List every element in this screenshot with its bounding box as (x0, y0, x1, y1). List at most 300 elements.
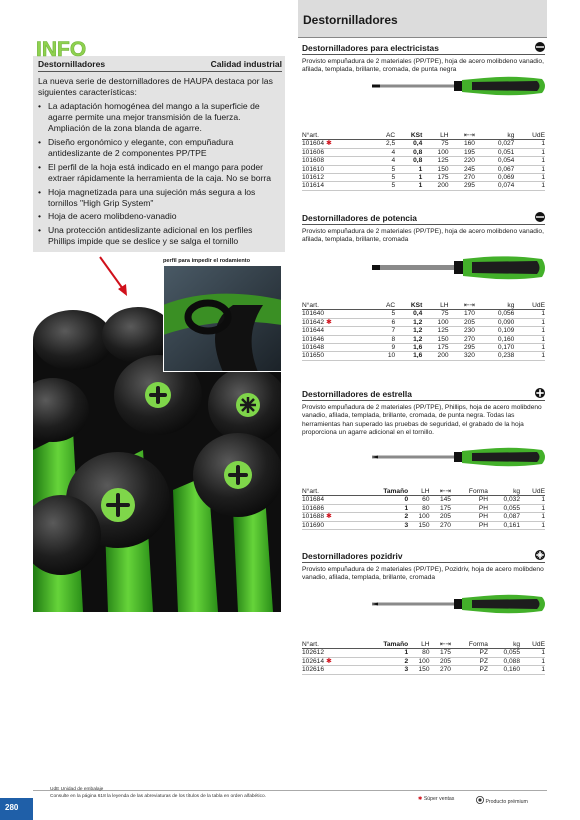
cell-value: 4 (391, 157, 396, 165)
col-header: kg (513, 641, 521, 648)
article-number-value: 101606 (302, 148, 325, 156)
article-number (302, 649, 360, 657)
cell (422, 318, 448, 326)
col-header: UdE (532, 132, 545, 139)
col-header: kg (507, 302, 515, 309)
weight-cell (475, 182, 514, 190)
cell (449, 182, 475, 190)
cell (449, 157, 475, 165)
cell-value: 80 (422, 649, 430, 657)
cell (360, 649, 408, 657)
cell-value: 1,6 (413, 352, 423, 360)
product-table (302, 641, 545, 675)
table-row (302, 148, 545, 156)
cell-value: 100 (418, 657, 430, 665)
weight-cell (475, 310, 514, 318)
cell-value: 220 (463, 157, 475, 165)
cell-value: 245 (463, 165, 475, 173)
col-header: N°art. (302, 302, 319, 309)
length-icon-header: ⇤⇥ (439, 641, 451, 648)
info-intro: La nueva serie de destornilladores de HAUPA destaca por las siguientes características: (38, 76, 273, 98)
section-title-text: Destornilladores para electricistas (302, 43, 439, 53)
section-title (302, 389, 545, 401)
legend-label: Súper ventas (423, 796, 455, 802)
bestseller-star-icon: ✱ (326, 318, 332, 326)
article-number (302, 318, 373, 326)
cell-value: 75 (441, 140, 449, 148)
cell-value: 1 (418, 165, 423, 173)
table-row (302, 513, 545, 521)
cell-value: 150 (418, 666, 430, 674)
unit-cell (514, 344, 545, 352)
weight-cell (488, 496, 520, 504)
cell-value: PH (478, 496, 488, 504)
unit-cell-value: 1 (541, 496, 545, 504)
unit-cell-value: 1 (541, 182, 545, 190)
cell (395, 310, 422, 318)
star-icon: ✱ (418, 796, 423, 802)
info-logo (28, 36, 100, 60)
cell (373, 352, 395, 360)
cell-value: 0,4 (413, 310, 423, 318)
cell-value: 1,6 (413, 344, 423, 352)
cell-value: 205 (439, 513, 451, 521)
unit-cell-value: 1 (541, 344, 545, 352)
cell-value: 1 (418, 174, 423, 182)
cell (430, 521, 451, 529)
cell-value: 3 (404, 521, 409, 529)
bestseller-star-icon: ✱ (326, 513, 332, 521)
table-row (302, 666, 545, 674)
length-icon-header: ⇤⇥ (439, 488, 451, 495)
table-row (302, 318, 545, 326)
legend-premium (476, 796, 528, 805)
unit-cell (514, 140, 545, 148)
cell (449, 335, 475, 343)
cell-value: 8 (391, 335, 396, 343)
table-row (302, 174, 545, 182)
bestseller-star-icon: ✱ (326, 657, 332, 665)
section-title (302, 551, 545, 563)
cell (360, 504, 408, 512)
cell (422, 157, 448, 165)
cell (408, 666, 429, 674)
article-number-value: 101614 (302, 182, 325, 190)
cell-value: 5 (391, 310, 396, 318)
product-table (302, 302, 545, 361)
cell (373, 165, 395, 173)
weight-cell (488, 513, 520, 521)
cell (449, 327, 475, 335)
cell-value: 80 (422, 504, 430, 512)
weight-cell-value: 0,074 (497, 182, 515, 190)
cell (395, 344, 422, 352)
cell (451, 521, 488, 529)
unit-cell-value: 1 (541, 165, 545, 173)
weight-cell (488, 504, 520, 512)
article-number-value: 101648 (302, 344, 325, 352)
table-header-row (302, 641, 545, 649)
cell (395, 335, 422, 343)
unit-cell-value: 1 (541, 666, 545, 674)
article-number-value: 102612 (302, 649, 325, 657)
length-icon-header: ⇤⇥ (463, 132, 475, 139)
unit-cell (514, 174, 545, 182)
section-title (302, 43, 545, 55)
cell-value: 1 (404, 649, 409, 657)
unit-cell-value: 1 (541, 327, 545, 335)
unit-cell-value: 1 (541, 148, 545, 156)
article-number-value: 101604 (302, 140, 325, 148)
cell (430, 504, 451, 512)
col-header: Tamaño (383, 641, 409, 648)
cell-value: 320 (463, 352, 475, 360)
section-phillips (302, 389, 545, 529)
col-header: UdE (532, 302, 545, 309)
cell-value: 0,8 (413, 157, 423, 165)
col-header: Tamaño (383, 488, 409, 495)
unit-cell (520, 666, 545, 674)
article-number (302, 335, 373, 343)
phillips-profile-icon (535, 388, 545, 398)
unit-cell-value: 1 (541, 140, 545, 148)
unit-cell-value: 1 (541, 504, 545, 512)
cell (449, 310, 475, 318)
section-title-text: Destornilladores de estrella (302, 389, 412, 399)
cell (422, 344, 448, 352)
cell (395, 140, 422, 148)
cell-value: 1,2 (413, 327, 423, 335)
weight-cell (475, 148, 514, 156)
table-body (302, 140, 545, 190)
table-row (302, 310, 545, 318)
article-number-value: 101690 (302, 521, 325, 529)
weight-cell (475, 165, 514, 173)
weight-cell (488, 521, 520, 529)
weight-cell-value: 0,160 (497, 335, 515, 343)
table-row (302, 344, 545, 352)
cell (422, 335, 448, 343)
table-row (302, 335, 545, 343)
cell (422, 352, 448, 360)
cell-value: 1,2 (413, 318, 423, 326)
article-number-value: 101650 (302, 352, 325, 360)
article-number (302, 165, 373, 173)
col-header: KSt (410, 132, 423, 139)
cell-value: 10 (387, 352, 396, 360)
cell (395, 327, 422, 335)
unit-cell-value: 1 (541, 157, 545, 165)
article-number-value: 101642 (302, 318, 325, 326)
weight-cell (475, 335, 514, 343)
cell (373, 182, 395, 190)
cell (451, 513, 488, 521)
cell (395, 352, 422, 360)
section-title (302, 213, 545, 225)
cell (360, 513, 408, 521)
cell-value: PH (478, 521, 488, 529)
cell (395, 318, 422, 326)
cell-value: 4 (391, 148, 396, 156)
unit-cell (520, 521, 545, 529)
col-header: LH (421, 488, 430, 495)
product-table (302, 488, 545, 530)
weight-cell (475, 344, 514, 352)
col-header: LH (440, 132, 449, 139)
info-heading-row (38, 59, 282, 72)
cell (373, 157, 395, 165)
weight-cell-value: 0,090 (497, 318, 515, 326)
col-header: UdE (532, 641, 545, 648)
weight-cell (475, 140, 514, 148)
cell (449, 140, 475, 148)
weight-cell-value: 0,055 (503, 504, 521, 512)
cell-value: 60 (422, 496, 430, 504)
cell (422, 148, 448, 156)
footer-note (50, 787, 266, 800)
unit-cell-value: 1 (541, 657, 545, 665)
col-header: Forma (468, 641, 488, 648)
weight-cell-value: 0,069 (497, 174, 515, 182)
cell-value: 5 (391, 174, 396, 182)
premium-icon (476, 796, 484, 804)
table-header-row (302, 132, 545, 140)
slotted-profile-icon (535, 212, 545, 222)
weight-cell-value: 0,054 (497, 157, 515, 165)
page-title-band (298, 0, 547, 37)
cell-value: 3 (404, 666, 409, 674)
cell (451, 666, 488, 674)
cell-value: 2,5 (386, 140, 396, 148)
table-row (302, 521, 545, 529)
cell (430, 649, 451, 657)
table-row (302, 157, 545, 165)
cell-value: PZ (479, 649, 488, 657)
weight-cell (488, 666, 520, 674)
cell (373, 318, 395, 326)
cell-value: 175 (437, 344, 449, 352)
cell (395, 157, 422, 165)
article-number-value: 101644 (302, 327, 325, 335)
unit-cell (514, 318, 545, 326)
table-header-row (302, 488, 545, 496)
cell-value: 6 (391, 318, 396, 326)
table-row (302, 140, 545, 148)
col-header: kg (513, 488, 521, 495)
cell (422, 165, 448, 173)
cell (408, 657, 429, 665)
cell (422, 182, 448, 190)
article-number-value: 101688 (302, 513, 325, 521)
cell-value: 145 (439, 496, 451, 504)
section-electricians (302, 43, 545, 190)
cell-value: 170 (463, 310, 475, 318)
power-screwdriver-image (372, 255, 548, 281)
cell-value: 5 (391, 182, 396, 190)
unit-cell (520, 649, 545, 657)
section-description: Provisto empuñadura de 2 materiales (PP/TPE), Phillips, hoja de acero molibdeno vanadio, afilada, templada, brillante, cromada, de punta negra. Todas las herramientas han superado las pruebas de seguridad, el grabado de la hoja proporciona un agarre adicional en el tornillo. (302, 404, 542, 437)
weight-cell-value: 0,109 (497, 327, 515, 335)
cell-value: 9 (391, 344, 396, 352)
cell (430, 657, 451, 665)
cell-value: 0,8 (413, 148, 423, 156)
article-number (302, 521, 360, 529)
weight-cell (488, 649, 520, 657)
unit-cell-value: 1 (541, 174, 545, 182)
article-number-value: 101646 (302, 335, 325, 343)
cell-value: 7 (391, 327, 396, 335)
legend-bestseller (418, 796, 454, 802)
section-title-text: Destornilladores de potencia (302, 213, 417, 223)
unit-cell (514, 335, 545, 343)
feature-item: • Hoja magnetizada para una sujeción más segura a los tornillos "High Grip System" (38, 187, 282, 209)
cell (451, 649, 488, 657)
weight-cell (475, 318, 514, 326)
unit-cell-value: 1 (541, 513, 545, 521)
cell-value: 100 (437, 318, 449, 326)
page-title: Destornilladores (303, 13, 398, 27)
cell (373, 174, 395, 182)
cell-value: 1 (404, 504, 409, 512)
feature-item: • El perfil de la hoja está indicado en el mango para poder extraer rápidamente la herramienta de la caja. No se borra (38, 162, 282, 184)
cell (408, 496, 429, 504)
cell (395, 148, 422, 156)
cell (430, 666, 451, 674)
unit-cell (514, 310, 545, 318)
cell-value: 175 (439, 504, 451, 512)
cell-value: 295 (463, 182, 475, 190)
cell-value: 175 (437, 174, 449, 182)
cell (360, 657, 408, 665)
cell (408, 504, 429, 512)
weight-cell-value: 0,056 (497, 310, 515, 318)
cell (373, 148, 395, 156)
cell-value: 175 (439, 649, 451, 657)
cell-value: 100 (437, 148, 449, 156)
section-description: Provisto empuñadura de 2 materiales (PP/TPE), Pozidriv, hoja de acero molibdeno vanadio, afilada, templada, brillante, cromada (302, 566, 544, 582)
unit-cell-value: 1 (541, 335, 545, 343)
unit-cell (514, 165, 545, 173)
cell-value: 150 (418, 521, 430, 529)
footer-note-line: UdE Unidad de embalaje (50, 787, 104, 792)
cell-value: 295 (463, 344, 475, 352)
table-body (302, 496, 545, 530)
weight-cell (488, 657, 520, 665)
unit-cell (520, 657, 545, 665)
article-number (302, 174, 373, 182)
article-number (302, 657, 360, 665)
pozidriv-screwdriver-image (372, 593, 548, 615)
table-body (302, 649, 545, 674)
article-number (302, 148, 373, 156)
cell-value: 160 (463, 140, 475, 148)
article-number-value: 101684 (302, 496, 325, 504)
article-number (302, 140, 373, 148)
feature-item: • Una protección antideslizante adicional en los perfiles Phillips impide que se deslice y se salga el tornillo (38, 225, 282, 247)
table-row (302, 657, 545, 665)
cell (373, 344, 395, 352)
table-row (302, 352, 545, 360)
table-row (302, 496, 545, 504)
slotted-profile-icon (535, 42, 545, 52)
feature-item: • Diseño ergonómico y elegante, con empuñadura antideslizante de 2 componentes PP/TPE (38, 137, 282, 159)
col-header: AC (386, 302, 396, 309)
col-header: LH (440, 302, 449, 309)
unit-cell (520, 504, 545, 512)
article-number (302, 182, 373, 190)
cell (408, 649, 429, 657)
section-description: Provisto empuñadura de 2 materiales (PP/TPE), hoja de acero molibdeno vanadio, afilada, templada, brillante, cromada (302, 228, 544, 244)
weight-cell-value: 0,055 (503, 649, 521, 657)
cell (422, 310, 448, 318)
weight-cell (475, 327, 514, 335)
unit-cell-value: 1 (541, 310, 545, 318)
feature-item: • La adaptación homogénea del mango a la superficie de agarre permite una mejor transmisión de la fuerza. Ampliación de la zona blanda de agarre. (38, 101, 282, 135)
cell-value: 150 (437, 335, 449, 343)
feature-list (38, 101, 282, 250)
cell (360, 496, 408, 504)
length-icon-header: ⇤⇥ (463, 302, 475, 309)
col-header: Forma (468, 488, 488, 495)
cell-value: 195 (463, 148, 475, 156)
weight-cell-value: 0,160 (503, 666, 521, 674)
unit-cell (514, 157, 545, 165)
col-header: kg (507, 132, 515, 139)
cell-value: 2 (404, 513, 409, 521)
table-row (302, 165, 545, 173)
table-row (302, 504, 545, 512)
section-description: Provisto empuñadura de 2 materiales (PP/TPE), hoja de acero molibdeno vanadio, afilada, templada, brillante, cromada, de punta negra (302, 58, 544, 74)
cell-value: 205 (463, 318, 475, 326)
cell (395, 165, 422, 173)
product-table (302, 132, 545, 191)
unit-cell-value: 1 (541, 318, 545, 326)
cell (430, 496, 451, 504)
unit-cell-value: 1 (541, 521, 545, 529)
article-number (302, 496, 360, 504)
info-heading: Destornilladores (38, 59, 106, 69)
cell (451, 504, 488, 512)
cell (408, 521, 429, 529)
col-header: AC (386, 132, 396, 139)
cell-value: PH (478, 513, 488, 521)
cell-value: 200 (437, 352, 449, 360)
cell-value: 205 (439, 657, 451, 665)
cell (408, 513, 429, 521)
weight-cell (475, 174, 514, 182)
cell-value: 5 (391, 165, 396, 173)
unit-cell (514, 352, 545, 360)
cell-value: 0 (404, 496, 409, 504)
page-number: 280 (5, 803, 19, 812)
col-header: LH (421, 641, 430, 648)
legend-label: Producto prémium (485, 799, 528, 805)
weight-cell-value: 0,161 (503, 521, 521, 529)
article-number (302, 310, 373, 318)
cell-value: 125 (437, 157, 449, 165)
cell (449, 165, 475, 173)
cell-value: 270 (463, 335, 475, 343)
cell (373, 327, 395, 335)
anti-roll-profile-photo (163, 265, 282, 372)
cell-value: 75 (441, 310, 449, 318)
table-row (302, 182, 545, 190)
cell-value: 150 (437, 165, 449, 173)
cell (422, 327, 448, 335)
article-number-value: 101686 (302, 504, 325, 512)
article-number-value: 101608 (302, 157, 325, 165)
unit-cell-value: 1 (541, 352, 545, 360)
